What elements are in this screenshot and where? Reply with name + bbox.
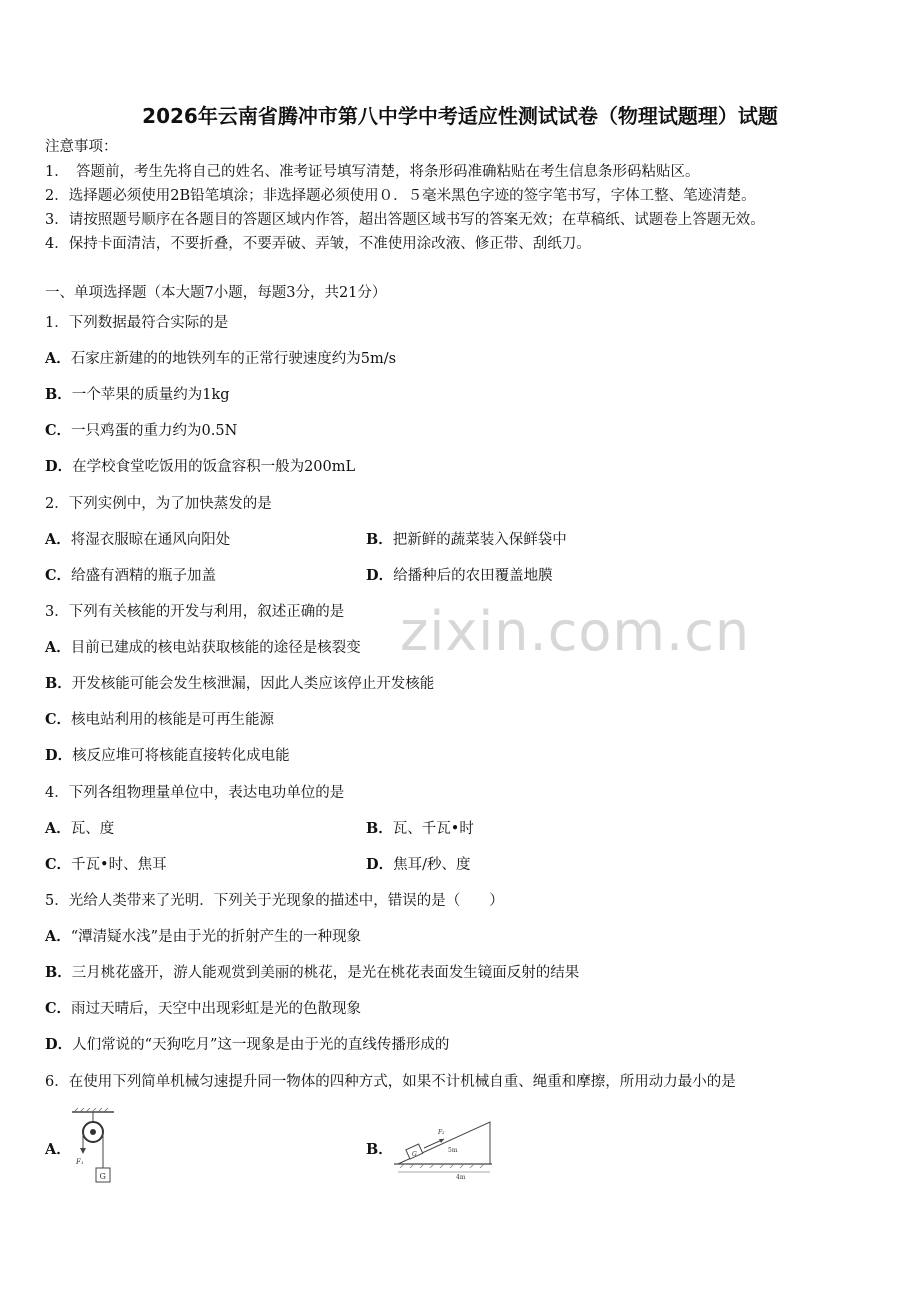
- incline-weight-label: G: [412, 1151, 417, 1158]
- notice-item: 3．请按照题号顺序在各题目的答题区域内作答，超出答题区域书写的答案无效；在草稿纸、试题卷上答题无效。: [45, 212, 765, 228]
- option-c: C．核电站利用的核能是可再生能源: [45, 711, 275, 728]
- page-title: 2026年云南省腾冲市第八中学中考适应性测试试卷（物理试题理）试题: [142, 104, 778, 128]
- watermark: zixin.com.cn: [400, 600, 751, 663]
- option-c: C．千瓦•时、焦耳: [45, 856, 167, 873]
- option-d: D．在学校食堂吃饭用的饭盒容积一般为200mL: [45, 458, 356, 475]
- question-stem: 1．下列数据最符合实际的是: [45, 315, 229, 331]
- option-a: A．将湿衣服晾在通风向阳处: [45, 531, 231, 548]
- option-b: B．一个苹果的质量约为1kg: [45, 386, 230, 403]
- notice-item: 4．保持卡面清洁，不要折叠，不要弄破、弄皱，不准使用涂改液、修正带、刮纸刀。: [45, 236, 591, 252]
- option-a: A．: [45, 1141, 71, 1158]
- option-b: B．: [366, 1141, 393, 1158]
- pulley-figure: [68, 1108, 120, 1188]
- incline-length-label: 5m: [448, 1147, 458, 1154]
- option-c: C．给盛有酒精的瓶子加盖: [45, 567, 217, 584]
- notice-heading: 注意事项：: [45, 139, 118, 155]
- option-a: A．目前已建成的核电站获取核能的途径是核裂变: [45, 639, 361, 656]
- option-b: B．把新鲜的蔬菜装入保鲜袋中: [366, 531, 567, 548]
- option-c: C．一只鸡蛋的重力约为0.5N: [45, 422, 238, 439]
- question-stem: 2．下列实例中，为了加快蒸发的是: [45, 496, 272, 512]
- option-b: B．开发核能可能会发生核泄漏，因此人类应该停止开发核能: [45, 675, 435, 692]
- option-a: A．石家庄新建的的地铁列车的正常行驶速度约为5m/s: [45, 350, 397, 367]
- question-stem: 5．光给人类带来了光明．下列关于光现象的描述中，错误的是（ ）: [45, 893, 504, 909]
- option-d: D．焦耳/秒、度: [366, 856, 471, 873]
- option-b: B．三月桃花盛开，游人能观赏到美丽的桃花，是光在桃花表面发生镜面反射的结果: [45, 964, 580, 981]
- section-heading: 一、单项选择题（本大题7小题，每题3分，共21分）: [45, 285, 387, 301]
- notice-item: 2．选择题必须使用2B铅笔填涂；非选择题必须使用０．５毫米黑色字迹的签字笔书写，字体工整、笔迹清楚。: [45, 188, 756, 204]
- incline-force-label: F₂: [438, 1129, 445, 1136]
- pulley-weight-label: G: [99, 1172, 106, 1181]
- question-stem: 6．在使用下列简单机械匀速提升同一物体的四种方式，如果不计机械自重、绳重和摩擦，所用动力最小的是: [45, 1074, 736, 1090]
- question-stem: 4．下列各组物理量单位中，表达电功单位的是: [45, 785, 345, 801]
- option-a: A．瓦、度: [45, 820, 115, 837]
- incline-figure: [392, 1116, 496, 1182]
- option-a: A．“潭清疑水浅”是由于光的折射产生的一种现象: [45, 928, 362, 945]
- incline-base-label: 4m: [456, 1174, 466, 1181]
- question-stem: 3．下列有关核能的开发与利用，叙述正确的是: [45, 604, 345, 620]
- option-b: B．瓦、千瓦•时: [366, 820, 474, 837]
- pulley-force-label: F₁: [76, 1158, 84, 1166]
- option-d: D．人们常说的“天狗吃月”这一现象是由于光的直线传播形成的: [45, 1036, 450, 1053]
- option-d: D．给播种后的农田覆盖地膜: [366, 567, 553, 584]
- notice-item: 1． 答题前，考生先将自己的姓名、准考证号填写清楚，将条形码准确粘贴在考生信息条形码粘贴区。: [45, 164, 700, 180]
- option-c: C．雨过天晴后，天空中出现彩虹是光的色散现象: [45, 1000, 362, 1017]
- option-d: D．核反应堆可将核能直接转化成电能: [45, 747, 290, 764]
